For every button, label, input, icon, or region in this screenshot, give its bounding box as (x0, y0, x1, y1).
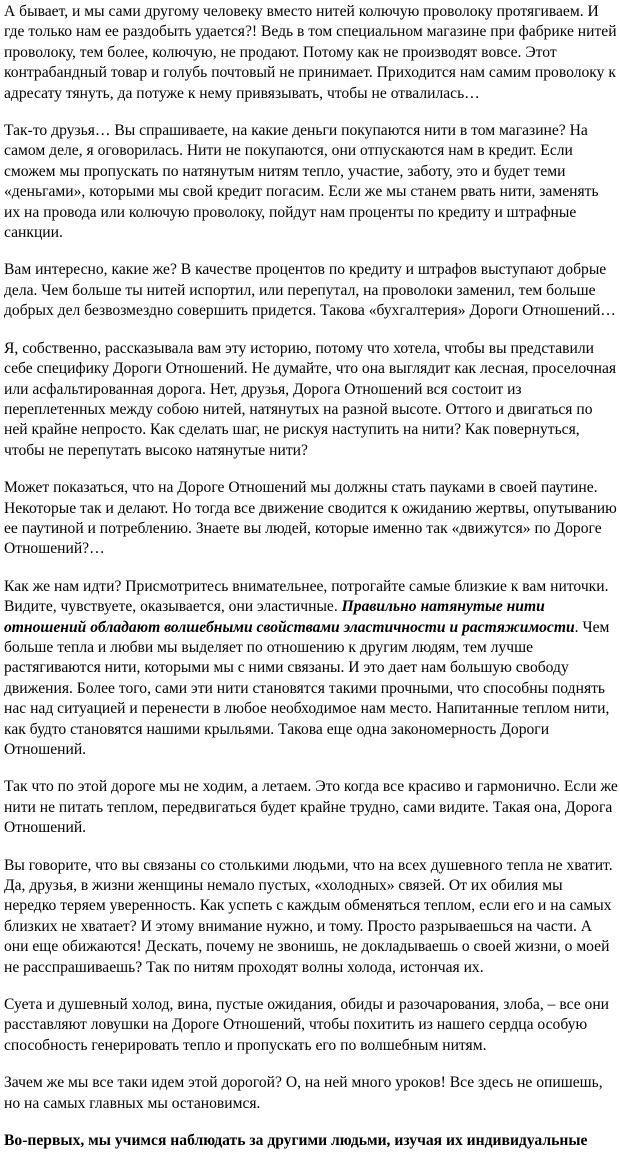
paragraph-barbed-wire: А бывает, и мы сами другому человеку вместо нитей колючую проволоку протягиваем. И где только нам ее раздобыть удается?! Ведь в том специальном магазине при фабрике нитей проволоку, тем более, колючую, не продают. Потому как не производят вовсе. Этот контрабандный товар и голубь почтовый не принимает. Приходится нам самим проволоку к адресату тянуть, да потуже к нему привязывать, чтобы не отвалилась… (4, 3, 617, 102)
elastic-threads-emphasis: Правильно натянутые нити отношений обладают волшебными свойствами эластичности и растяжимости (4, 598, 575, 636)
paragraph-first-lesson-heading: Во-первых, мы учимся наблюдать за другими людьми, изучая их индивидуальные (4, 1132, 588, 1150)
paragraph-lessons: Зачем же мы все таки идем этой дорогой? О, на ней много уроков! Все здесь не опишешь, но на самых главных мы остановимся. (4, 1074, 603, 1112)
paragraph-elastic-threads (4, 577, 618, 761)
paragraph-credit: Так-то друзья… Вы спрашиваете, на какие деньги покупаются нити в том магазине? На самом деле, я оговорилась. Нити не покупаются, они отпускаются нам в кредит. Если сможем мы пропускать по натянутым нитям тепло, участие, заботу, это и будет теми «деньгами», которыми мы свой кредит погасим. Если же мы станем рвать нити, заменять их на провода или колючую проволоку, пойдут нам проценты по кредиту и штрафные санкции. (4, 122, 599, 242)
paragraph-good-deeds: Вам интересно, какие же? В качестве процентов по кредиту и штрафов выступают добрые дела. Чем больше ты нитей испортил, или перепутал, на проволоки заменил, тем больше добрых дел безвозмездно совершить придется. Такова «бухгалтерия» Дороги Отношений… (4, 261, 616, 320)
paragraph-road-specifics: Я, собственно, рассказывала вам эту историю, потому что хотела, чтобы вы представили себе специфику Дороги Отношений. Не думайте, что она выглядит как лесная, проселочная или асфальтированная дорога. Нет, друзья, Дорога Отношений вся состоит из переплетенных между собою нитей, натянутых на разной высоте. Оттого и двигаться по ней крайне непросто. Как сделать шаг, не рискуя наступить на нити? Как повернуться, чтобы не перепутать высоко натянутые нити? (4, 339, 617, 459)
elastic-threads-rest: . Чем больше тепла и любви мы выделяет по отношению к другим людям, тем лучше растягиваются нити, которыми мы с ними связаны. И это дает нам большую свободу движения. Более того, сами эти нити становятся такими прочными, что способны поднять нас над ситуацией и перенести в любое необходимое нам место. Напитанные теплом нити, как будто становятся нашими крыльями. Такова еще одна закономерность Дороги Отношений. (4, 618, 610, 758)
paragraph-flying: Так что по этой дороге мы не ходим, а летаем. Это когда все красиво и гармонично. Если же нити не питать теплом, передвигаться будет крайне трудно, сами видите. Такая она, Дорога Отношений. (4, 778, 618, 837)
paragraph-cold-connections: Вы говорите, что вы связаны со столькими людьми, что на всех душевного тепла не хватит. Да, друзья, в жизни женщины немало пустых, «холодных» связей. От их обилия мы нередко теряем уверенность. Как успеть с каждым обменяться теплом, если его и на самых близких не хватает? И этому внимание нужно, и тому. Просто разрываешься на части. А они еще обижаются! Дескать, почему не звонишь, не докладываешь о своей жизни, о моей не расспрашиваешь? Так по нитям проходят волны холода, истончая их. (4, 856, 613, 976)
paragraph-spiders: Может показаться, что на Дороге Отношений мы должны стать пауками в своей паутине. Некоторые так и делают. Но тогда все движение сводится к ожиданию жертвы, опутыванию ее паутиной и потреблению. Знаете вы людей, которые именно так «движутся» по Дороге Отношений?… (4, 479, 617, 558)
paragraph-traps: Суета и душевный холод, вина, пустые ожидания, обиды и разочарования, злоба, – все они расставляют ловушки на Дороге Отношений, чтобы похитить из нашего сердца особую способность генерировать тепло и пропускать его по волшебным нитям. (4, 996, 610, 1054)
elastic-threads-intro: Как же нам идти? Присмотритесь внимательнее, потрогайте самые близкие к вам ниточки. Видите, чувствуете, оказывается, они эластичные. (4, 577, 609, 616)
